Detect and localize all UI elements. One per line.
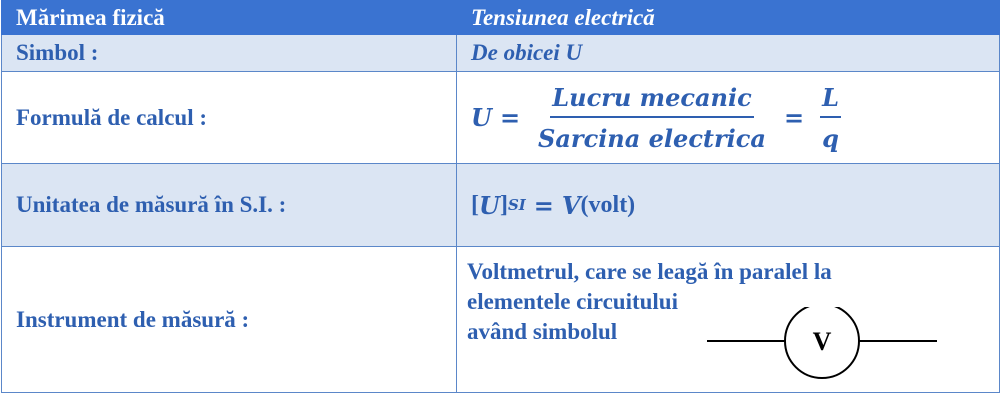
formula-lhs: U: [471, 103, 492, 132]
unit-symbol: U: [479, 190, 500, 220]
formula-eq1: =: [499, 103, 521, 132]
formula-fraction-1: [536, 83, 768, 153]
symbol-row: [2, 35, 1000, 72]
unit-eq: =: [533, 190, 554, 220]
unit-bracket-close: ]: [499, 191, 508, 218]
unit-subscript: SI: [507, 196, 526, 214]
formula-cell: [457, 72, 1000, 164]
instrument-row: [2, 247, 1000, 393]
unit-volt-name: (volt): [580, 191, 636, 218]
symbol-value: De obicei U: [457, 35, 1000, 72]
formula-eq2: =: [783, 103, 805, 132]
formula-num2: L: [820, 83, 841, 118]
unit-bracket-open: [: [471, 191, 479, 218]
unit-label: Unitatea de măsură în S.I. :: [2, 164, 457, 247]
header-voltage: Tensiunea electrică: [457, 1, 1000, 35]
unit-cell: [457, 164, 1000, 247]
instrument-line-2: elementele circuitului: [467, 289, 678, 314]
formula-label: Formulă de calcul :: [2, 72, 457, 164]
formula-fraction-2: [820, 83, 841, 153]
physics-table: [1, 0, 1000, 393]
symbol-label: Simbol :: [2, 35, 457, 72]
voltmeter-symbol-icon: [707, 307, 937, 387]
header-quantity: Mărimea fizică: [2, 1, 457, 35]
formula-numerator: Lucru mecanic: [550, 83, 753, 118]
unit-volt-symbol: V: [561, 190, 581, 220]
header-row: [2, 1, 1000, 35]
unit-row: [2, 164, 1000, 247]
formula-row: [2, 72, 1000, 164]
instrument-label: Instrument de măsură :: [2, 247, 457, 393]
instrument-line-1: Voltmetrul, care se leagă în paralel la: [467, 259, 832, 284]
voltmeter-letter: V: [812, 327, 832, 356]
instrument-line-3: având simbolul: [467, 319, 618, 344]
formula-denominator: Sarcina electrica: [538, 123, 766, 153]
instrument-cell: [457, 247, 1000, 393]
formula-den2: q: [822, 123, 839, 153]
